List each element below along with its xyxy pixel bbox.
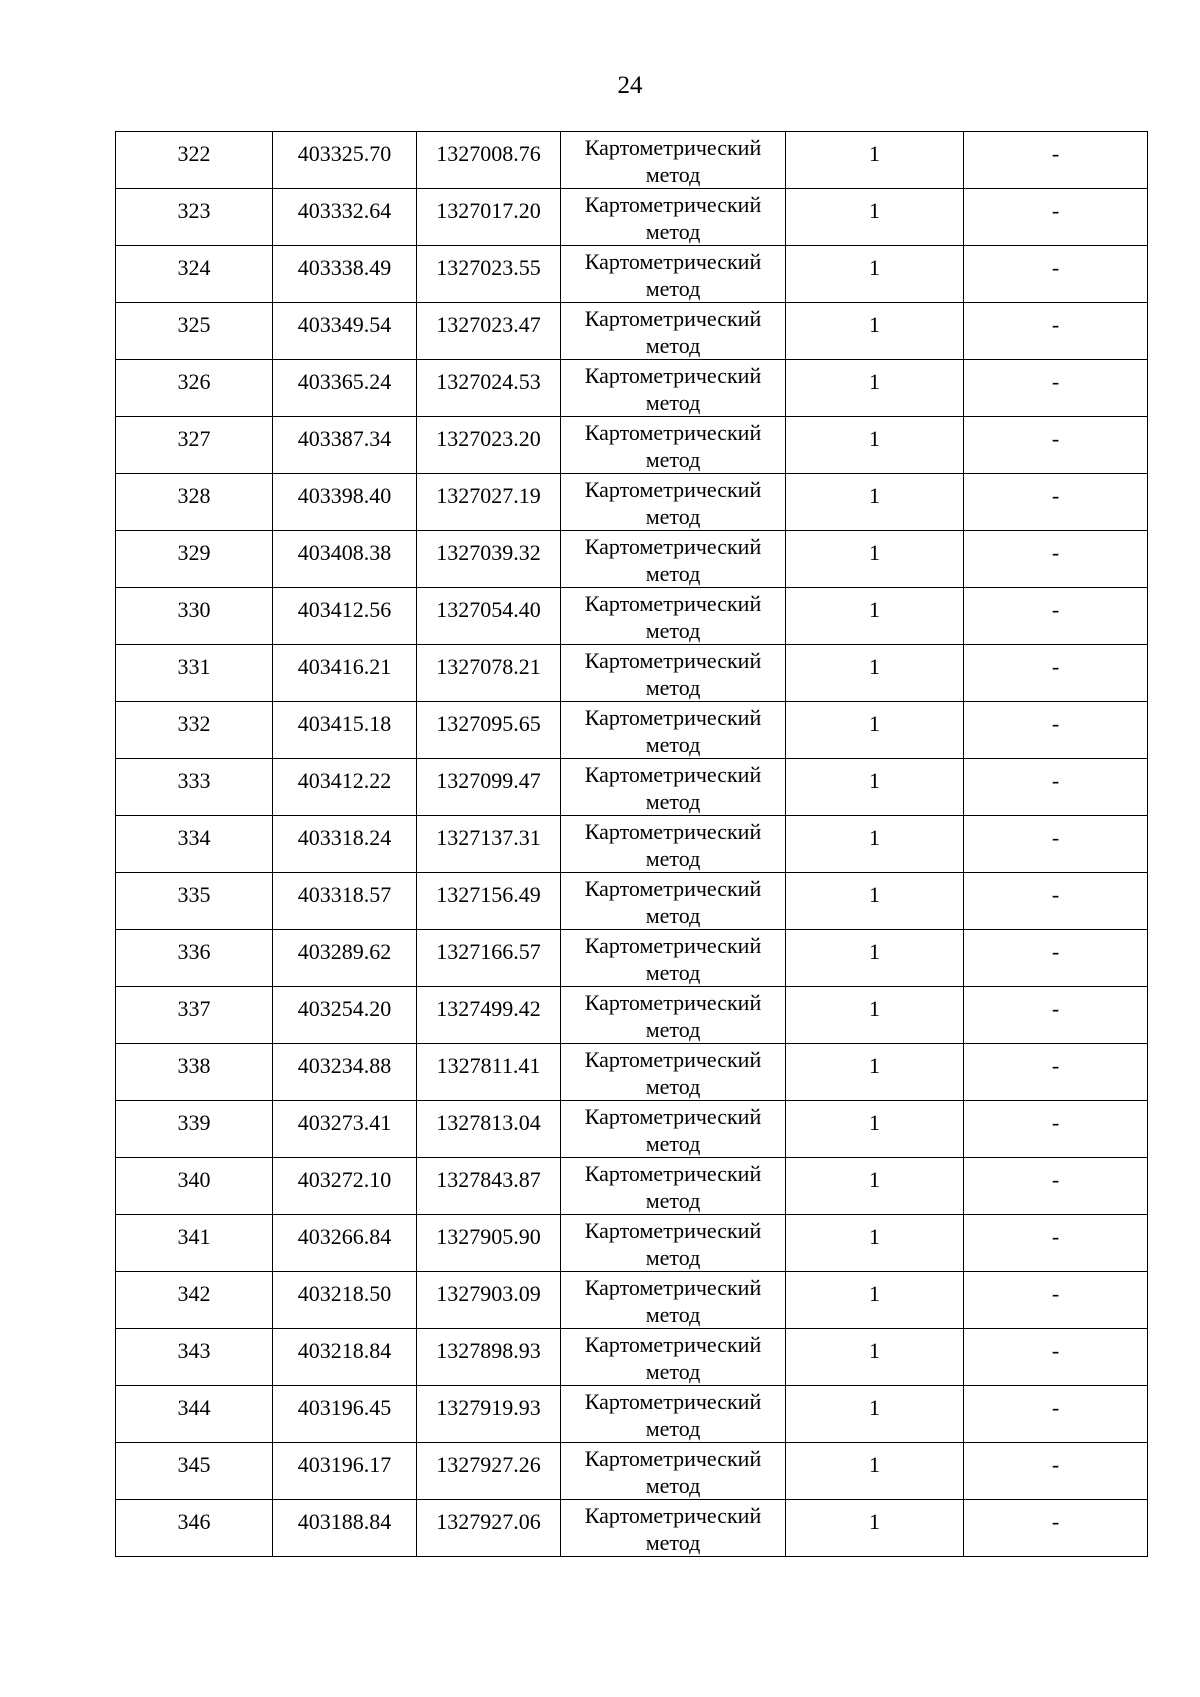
y-coordinate-cell: 1327156.49	[417, 873, 561, 930]
point-number-cell: 332	[116, 702, 273, 759]
method-cell: Картометрический метод	[561, 1329, 786, 1386]
description-cell: -	[964, 531, 1148, 588]
x-coordinate-cell: 403412.56	[273, 588, 417, 645]
y-coordinate-cell: 1327811.41	[417, 1044, 561, 1101]
x-coordinate-cell: 403365.24	[273, 360, 417, 417]
method-cell: Картометрический метод	[561, 360, 786, 417]
y-coordinate-cell: 1327008.76	[417, 132, 561, 189]
method-cell: Картометрический метод	[561, 1386, 786, 1443]
y-coordinate-cell: 1327023.47	[417, 303, 561, 360]
point-number-cell: 324	[116, 246, 273, 303]
x-coordinate-cell: 403196.45	[273, 1386, 417, 1443]
y-coordinate-cell: 1327927.26	[417, 1443, 561, 1500]
accuracy-cell: 1	[786, 132, 964, 189]
table-row	[116, 1272, 1148, 1329]
y-coordinate-cell: 1327023.55	[417, 246, 561, 303]
point-number-cell: 342	[116, 1272, 273, 1329]
accuracy-cell: 1	[786, 360, 964, 417]
description-cell: -	[964, 1272, 1148, 1329]
description-cell: -	[964, 987, 1148, 1044]
method-cell: Картометрический метод	[561, 474, 786, 531]
method-cell: Картометрический метод	[561, 531, 786, 588]
y-coordinate-cell: 1327166.57	[417, 930, 561, 987]
table-row	[116, 1329, 1148, 1386]
x-coordinate-cell: 403349.54	[273, 303, 417, 360]
point-number-cell: 333	[116, 759, 273, 816]
point-number-cell: 336	[116, 930, 273, 987]
method-cell: Картометрический метод	[561, 1500, 786, 1557]
point-number-cell: 345	[116, 1443, 273, 1500]
x-coordinate-cell: 403398.40	[273, 474, 417, 531]
accuracy-cell: 1	[786, 531, 964, 588]
accuracy-cell: 1	[786, 189, 964, 246]
point-number-cell: 323	[116, 189, 273, 246]
table-row	[116, 1215, 1148, 1272]
point-number-cell: 325	[116, 303, 273, 360]
y-coordinate-cell: 1327905.90	[417, 1215, 561, 1272]
table-row	[116, 1044, 1148, 1101]
point-number-cell: 337	[116, 987, 273, 1044]
description-cell: -	[964, 417, 1148, 474]
y-coordinate-cell: 1327927.06	[417, 1500, 561, 1557]
point-number-cell: 327	[116, 417, 273, 474]
description-cell: -	[964, 246, 1148, 303]
coordinates-table	[115, 131, 1148, 1557]
table-row	[116, 303, 1148, 360]
accuracy-cell: 1	[786, 417, 964, 474]
y-coordinate-cell: 1327813.04	[417, 1101, 561, 1158]
point-number-cell: 338	[116, 1044, 273, 1101]
table-row	[116, 189, 1148, 246]
method-cell: Картометрический метод	[561, 1158, 786, 1215]
y-coordinate-cell: 1327898.93	[417, 1329, 561, 1386]
method-cell: Картометрический метод	[561, 1044, 786, 1101]
x-coordinate-cell: 403289.62	[273, 930, 417, 987]
description-cell: -	[964, 1500, 1148, 1557]
point-number-cell: 343	[116, 1329, 273, 1386]
point-number-cell: 341	[116, 1215, 273, 1272]
accuracy-cell: 1	[786, 987, 964, 1044]
method-cell: Картометрический метод	[561, 1215, 786, 1272]
description-cell: -	[964, 930, 1148, 987]
accuracy-cell: 1	[786, 246, 964, 303]
accuracy-cell: 1	[786, 1272, 964, 1329]
x-coordinate-cell: 403318.57	[273, 873, 417, 930]
x-coordinate-cell: 403332.64	[273, 189, 417, 246]
accuracy-cell: 1	[786, 303, 964, 360]
y-coordinate-cell: 1327903.09	[417, 1272, 561, 1329]
y-coordinate-cell: 1327023.20	[417, 417, 561, 474]
description-cell: -	[964, 189, 1148, 246]
table-row	[116, 645, 1148, 702]
table-row	[116, 1443, 1148, 1500]
x-coordinate-cell: 403218.50	[273, 1272, 417, 1329]
method-cell: Картометрический метод	[561, 1443, 786, 1500]
accuracy-cell: 1	[786, 816, 964, 873]
accuracy-cell: 1	[786, 1386, 964, 1443]
method-cell: Картометрический метод	[561, 189, 786, 246]
accuracy-cell: 1	[786, 1101, 964, 1158]
y-coordinate-cell: 1327039.32	[417, 531, 561, 588]
x-coordinate-cell: 403272.10	[273, 1158, 417, 1215]
accuracy-cell: 1	[786, 645, 964, 702]
x-coordinate-cell: 403416.21	[273, 645, 417, 702]
accuracy-cell: 1	[786, 474, 964, 531]
y-coordinate-cell: 1327499.42	[417, 987, 561, 1044]
y-coordinate-cell: 1327095.65	[417, 702, 561, 759]
method-cell: Картометрический метод	[561, 246, 786, 303]
table-row	[116, 930, 1148, 987]
table-row	[116, 132, 1148, 189]
description-cell: -	[964, 1443, 1148, 1500]
description-cell: -	[964, 474, 1148, 531]
x-coordinate-cell: 403254.20	[273, 987, 417, 1044]
accuracy-cell: 1	[786, 702, 964, 759]
table-row	[116, 1101, 1148, 1158]
y-coordinate-cell: 1327078.21	[417, 645, 561, 702]
y-coordinate-cell: 1327024.53	[417, 360, 561, 417]
accuracy-cell: 1	[786, 1329, 964, 1386]
y-coordinate-cell: 1327017.20	[417, 189, 561, 246]
point-number-cell: 344	[116, 1386, 273, 1443]
method-cell: Картометрический метод	[561, 645, 786, 702]
description-cell: -	[964, 702, 1148, 759]
y-coordinate-cell: 1327099.47	[417, 759, 561, 816]
description-cell: -	[964, 1158, 1148, 1215]
y-coordinate-cell: 1327054.40	[417, 588, 561, 645]
point-number-cell: 335	[116, 873, 273, 930]
description-cell: -	[964, 873, 1148, 930]
x-coordinate-cell: 403266.84	[273, 1215, 417, 1272]
point-number-cell: 340	[116, 1158, 273, 1215]
method-cell: Картометрический метод	[561, 702, 786, 759]
x-coordinate-cell: 403412.22	[273, 759, 417, 816]
table-row	[116, 702, 1148, 759]
x-coordinate-cell: 403415.18	[273, 702, 417, 759]
point-number-cell: 346	[116, 1500, 273, 1557]
point-number-cell: 334	[116, 816, 273, 873]
point-number-cell: 339	[116, 1101, 273, 1158]
x-coordinate-cell: 403338.49	[273, 246, 417, 303]
method-cell: Картометрический метод	[561, 1101, 786, 1158]
x-coordinate-cell: 403387.34	[273, 417, 417, 474]
method-cell: Картометрический метод	[561, 987, 786, 1044]
method-cell: Картометрический метод	[561, 417, 786, 474]
x-coordinate-cell: 403408.38	[273, 531, 417, 588]
x-coordinate-cell: 403234.88	[273, 1044, 417, 1101]
table-row	[116, 588, 1148, 645]
x-coordinate-cell: 403188.84	[273, 1500, 417, 1557]
y-coordinate-cell: 1327843.87	[417, 1158, 561, 1215]
description-cell: -	[964, 303, 1148, 360]
method-cell: Картометрический метод	[561, 588, 786, 645]
x-coordinate-cell: 403318.24	[273, 816, 417, 873]
accuracy-cell: 1	[786, 759, 964, 816]
table-row	[116, 417, 1148, 474]
table-row	[116, 1500, 1148, 1557]
x-coordinate-cell: 403196.17	[273, 1443, 417, 1500]
method-cell: Картометрический метод	[561, 873, 786, 930]
method-cell: Картометрический метод	[561, 132, 786, 189]
accuracy-cell: 1	[786, 1158, 964, 1215]
y-coordinate-cell: 1327027.19	[417, 474, 561, 531]
table-row	[116, 246, 1148, 303]
table-row	[116, 474, 1148, 531]
point-number-cell: 329	[116, 531, 273, 588]
description-cell: -	[964, 759, 1148, 816]
description-cell: -	[964, 1044, 1148, 1101]
method-cell: Картометрический метод	[561, 1272, 786, 1329]
y-coordinate-cell: 1327919.93	[417, 1386, 561, 1443]
table-row	[116, 816, 1148, 873]
y-coordinate-cell: 1327137.31	[417, 816, 561, 873]
table-row	[116, 1386, 1148, 1443]
point-number-cell: 326	[116, 360, 273, 417]
table-row	[116, 987, 1148, 1044]
method-cell: Картометрический метод	[561, 816, 786, 873]
description-cell: -	[964, 816, 1148, 873]
point-number-cell: 331	[116, 645, 273, 702]
accuracy-cell: 1	[786, 1443, 964, 1500]
description-cell: -	[964, 132, 1148, 189]
table-row	[116, 360, 1148, 417]
method-cell: Картометрический метод	[561, 303, 786, 360]
table-row	[116, 531, 1148, 588]
table-row	[116, 873, 1148, 930]
description-cell: -	[964, 1101, 1148, 1158]
description-cell: -	[964, 645, 1148, 702]
table-row	[116, 759, 1148, 816]
description-cell: -	[964, 1386, 1148, 1443]
point-number-cell: 330	[116, 588, 273, 645]
x-coordinate-cell: 403218.84	[273, 1329, 417, 1386]
accuracy-cell: 1	[786, 1215, 964, 1272]
method-cell: Картометрический метод	[561, 759, 786, 816]
accuracy-cell: 1	[786, 1044, 964, 1101]
method-cell: Картометрический метод	[561, 930, 786, 987]
description-cell: -	[964, 588, 1148, 645]
x-coordinate-cell: 403273.41	[273, 1101, 417, 1158]
x-coordinate-cell: 403325.70	[273, 132, 417, 189]
point-number-cell: 328	[116, 474, 273, 531]
description-cell: -	[964, 360, 1148, 417]
table-row	[116, 1158, 1148, 1215]
description-cell: -	[964, 1329, 1148, 1386]
point-number-cell: 322	[116, 132, 273, 189]
description-cell: -	[964, 1215, 1148, 1272]
page-number: 24	[617, 72, 643, 99]
accuracy-cell: 1	[786, 873, 964, 930]
accuracy-cell: 1	[786, 930, 964, 987]
coordinates-table-body	[116, 132, 1148, 1557]
accuracy-cell: 1	[786, 588, 964, 645]
accuracy-cell: 1	[786, 1500, 964, 1557]
